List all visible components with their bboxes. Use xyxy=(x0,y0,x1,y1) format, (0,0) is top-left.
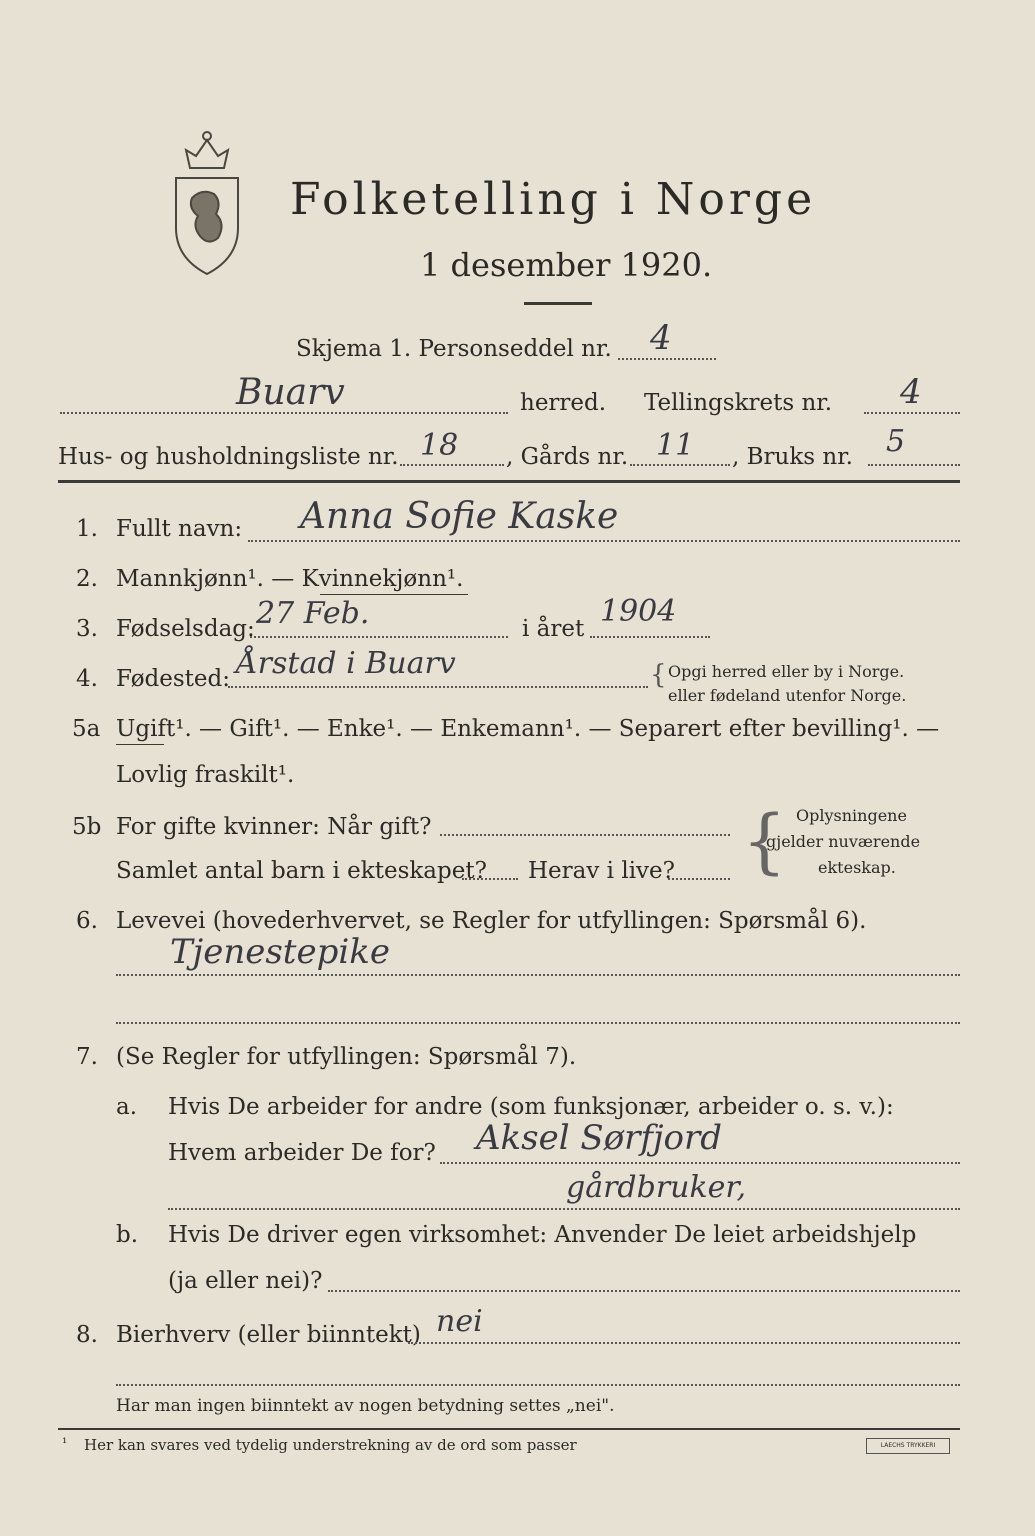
birth-year-value[interactable]: 1904 xyxy=(600,594,677,629)
q5b-line-1: For gifte kvinner: Når gift? xyxy=(116,814,432,840)
gards-value[interactable]: 11 xyxy=(656,428,695,463)
bruks-value[interactable]: 5 xyxy=(886,424,906,459)
husholdningsliste-value[interactable]: 18 xyxy=(420,428,459,463)
tellingskrets-label: Tellingskrets nr. xyxy=(644,390,833,416)
footer-rule xyxy=(58,1428,960,1430)
header-rule xyxy=(58,480,960,483)
full-name-value[interactable]: Anna Sofie Kaske xyxy=(300,496,619,537)
q8-label: Bierhverv (eller biinntekt) xyxy=(116,1322,421,1348)
q6-number: 6. xyxy=(76,908,98,934)
q5b-number: 5b xyxy=(72,814,102,840)
q8-line-2 xyxy=(116,1384,960,1386)
q2-label: Mannkjønn¹. — Kvinnekjønn¹. xyxy=(116,566,464,592)
footnote-text: Her kan svares ved tydelig understrekning av de ord som passer xyxy=(84,1436,577,1454)
footer-note: Har man ingen biinntekt av nogen betydning settes „nei". xyxy=(116,1396,615,1416)
q3-year-line xyxy=(590,636,710,638)
gards-line xyxy=(630,464,730,466)
q2-number: 2. xyxy=(76,566,98,592)
q1-label: Fullt navn: xyxy=(116,516,243,542)
q8-number: 8. xyxy=(76,1322,98,1348)
q5b-line-2b: Herav i live? xyxy=(528,858,675,884)
q3-label: Fødselsdag: xyxy=(116,616,255,642)
bruks-line xyxy=(868,464,960,466)
q7a-line xyxy=(440,1162,960,1164)
q7a-letter: a. xyxy=(116,1094,138,1120)
husholdningsliste-label: Hus- og husholdningsliste nr. xyxy=(58,444,399,470)
q4-note-1: Opgi herred eller by i Norge. xyxy=(668,662,905,681)
q1-number: 1. xyxy=(76,516,98,542)
q7a-line-1: Hvis De arbeider for andre (som funksjonær, arbeider o. s. v.): xyxy=(168,1094,894,1120)
tellingskrets-value[interactable]: 4 xyxy=(900,372,922,412)
q6-label: Levevei (hovederhvervet, se Regler for utfyllingen: Spørsmål 6). xyxy=(116,908,867,934)
q1-line xyxy=(248,540,960,542)
q4-number: 4. xyxy=(76,666,98,692)
q5b-line-2a: Samlet antal barn i ekteskapet? xyxy=(116,858,487,884)
q7a-line-extra xyxy=(168,1208,960,1210)
schema-label: Skjema 1. Personseddel nr. xyxy=(296,336,612,362)
q5b-barn-line xyxy=(462,878,518,880)
q4-bracket: { xyxy=(650,660,667,690)
bruks-label: , Bruks nr. xyxy=(732,444,853,470)
herred-value[interactable]: Buarv xyxy=(236,372,345,413)
q5b-note-3: ekteskap. xyxy=(818,858,896,877)
q7-label: (Se Regler for utfyllingen: Spørsmål 7). xyxy=(116,1044,577,1070)
birthplace-value[interactable]: Årstad i Buarv xyxy=(236,646,456,681)
q6-line-1 xyxy=(116,974,960,976)
q5b-note-2: gjelder nuværende xyxy=(766,832,921,851)
herred-label: herred. xyxy=(520,390,607,416)
birthday-value[interactable]: 27 Feb. xyxy=(256,596,370,631)
q2-underline xyxy=(320,594,468,595)
q5a-line-1: Ugift¹. — Gift¹. — Enke¹. — Enkemann¹. — Separert efter bevilling¹. — xyxy=(116,716,940,742)
printer-stamp: LAECHS TRYKKERI xyxy=(866,1438,950,1454)
q4-note-2: eller fødeland utenfor Norge. xyxy=(668,686,907,705)
title-divider xyxy=(524,302,592,305)
q4-line xyxy=(228,686,648,688)
q5b-gift-line xyxy=(440,834,730,836)
employer-value-2[interactable]: gårdbruker, xyxy=(566,1170,747,1205)
q5a-ugift-underline xyxy=(116,744,164,745)
employer-value[interactable]: Aksel Sørfjord xyxy=(476,1118,723,1158)
q7b-line-2: (ja eller nei)? xyxy=(168,1268,323,1294)
q5b-live-line xyxy=(668,878,730,880)
occupation-value[interactable]: Tjenestepike xyxy=(170,932,390,972)
bierhverv-value[interactable]: nei xyxy=(436,1304,483,1339)
q5b-note-1: Oplysningene xyxy=(796,806,907,825)
form-title: Folketelling i Norge xyxy=(290,174,817,225)
q7a-line-2: Hvem arbeider De for? xyxy=(168,1140,436,1166)
tellingskrets-line xyxy=(864,412,960,414)
census-date: 1 desember 1920. xyxy=(420,246,713,284)
gards-label: , Gårds nr. xyxy=(506,444,629,470)
q3-year-label: i året xyxy=(522,616,585,642)
footnote-mark: ¹ xyxy=(62,1436,68,1451)
q4-label: Fødested: xyxy=(116,666,231,692)
q7b-letter: b. xyxy=(116,1222,139,1248)
q7-number: 7. xyxy=(76,1044,98,1070)
husholdningsliste-line xyxy=(400,464,504,466)
q5a-line-2: Lovlig fraskilt¹. xyxy=(116,762,295,788)
q8-line xyxy=(408,1342,960,1344)
q5b-bracket: { xyxy=(742,800,787,882)
q7b-line xyxy=(328,1290,960,1292)
q7b-line-1: Hvis De driver egen virksomhet: Anvender De leiet arbeidshjelp xyxy=(168,1222,917,1248)
q3-number: 3. xyxy=(76,616,98,642)
schema-nr-value[interactable]: 4 xyxy=(650,318,672,358)
q5a-number: 5a xyxy=(72,716,101,742)
schema-nr-line xyxy=(618,358,716,360)
q3-day-line xyxy=(250,636,508,638)
coat-of-arms-icon xyxy=(168,128,246,278)
q6-line-2 xyxy=(116,1022,960,1024)
